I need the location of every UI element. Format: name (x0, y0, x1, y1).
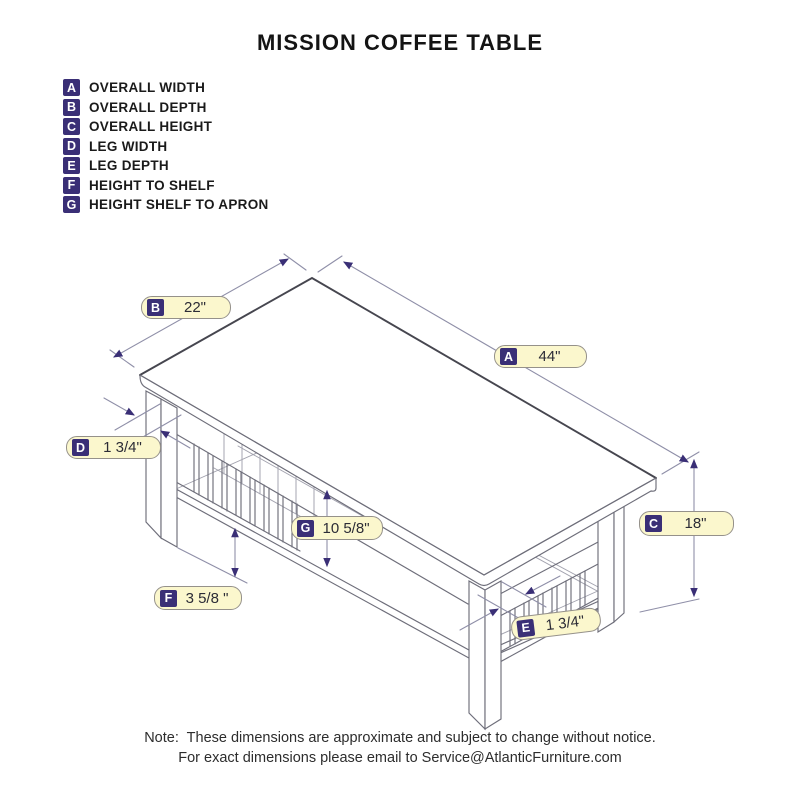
legend-label: OVERALL HEIGHT (89, 119, 213, 135)
legend-row (63, 195, 269, 215)
legend-row (63, 78, 269, 98)
dim-badge-d: D (72, 439, 89, 456)
note-line-2: For exact dimensions please email to Service@AtlanticFurniture.com (178, 750, 622, 766)
legend-label: OVERALL WIDTH (89, 80, 206, 96)
dim-pill-g (291, 516, 383, 540)
legend-badge-e: E (63, 157, 80, 174)
legend-row (63, 117, 269, 137)
legend-label: LEG DEPTH (89, 158, 169, 174)
note-line-1: Note: These dimensions are approximate and subject to change without notice. (144, 730, 656, 746)
dim-badge-c: C (645, 515, 662, 532)
legend-badge-g: G (63, 196, 80, 213)
dim-pill-d (66, 436, 161, 459)
dim-badge-b: B (147, 299, 164, 316)
page-title: MISSION COFFEE TABLE (256, 30, 544, 55)
dim-value-c: 18" (684, 515, 707, 532)
legend-label: HEIGHT SHELF TO APRON (89, 197, 269, 213)
dim-badge-g: G (297, 520, 314, 537)
dim-value-d: 1 3/4" (103, 439, 142, 456)
legend-row (63, 137, 269, 157)
dim-value-a: 44" (538, 348, 561, 365)
dim-badge-f: F (160, 590, 177, 607)
dim-badge-e: E (516, 618, 535, 637)
dim-badge-a: A (500, 348, 517, 365)
legend-badge-f: F (63, 177, 80, 194)
dim-pill-a (494, 345, 587, 368)
dim-value-b: 22" (183, 299, 206, 316)
legend-row (63, 98, 269, 118)
legend-label: HEIGHT TO SHELF (89, 177, 215, 193)
legend-badge-b: B (63, 99, 80, 116)
legend-label: LEG WIDTH (89, 138, 168, 154)
dim-pill-c (639, 511, 734, 536)
footer-note (0, 728, 800, 768)
legend-row (63, 176, 269, 196)
dimension-legend (63, 78, 269, 215)
legend-label: OVERALL DEPTH (89, 99, 207, 115)
legend-row (63, 156, 269, 176)
legend-badge-d: D (63, 138, 80, 155)
legend-badge-c: C (63, 118, 80, 135)
dim-value-f: 3 5/8 " (185, 589, 229, 607)
dim-pill-f (154, 586, 242, 610)
dim-pill-b (141, 296, 231, 319)
dim-value-e: 1 3/4" (544, 612, 586, 634)
dim-value-g: 10 5/8" (322, 519, 370, 537)
legend-badge-a: A (63, 79, 80, 96)
